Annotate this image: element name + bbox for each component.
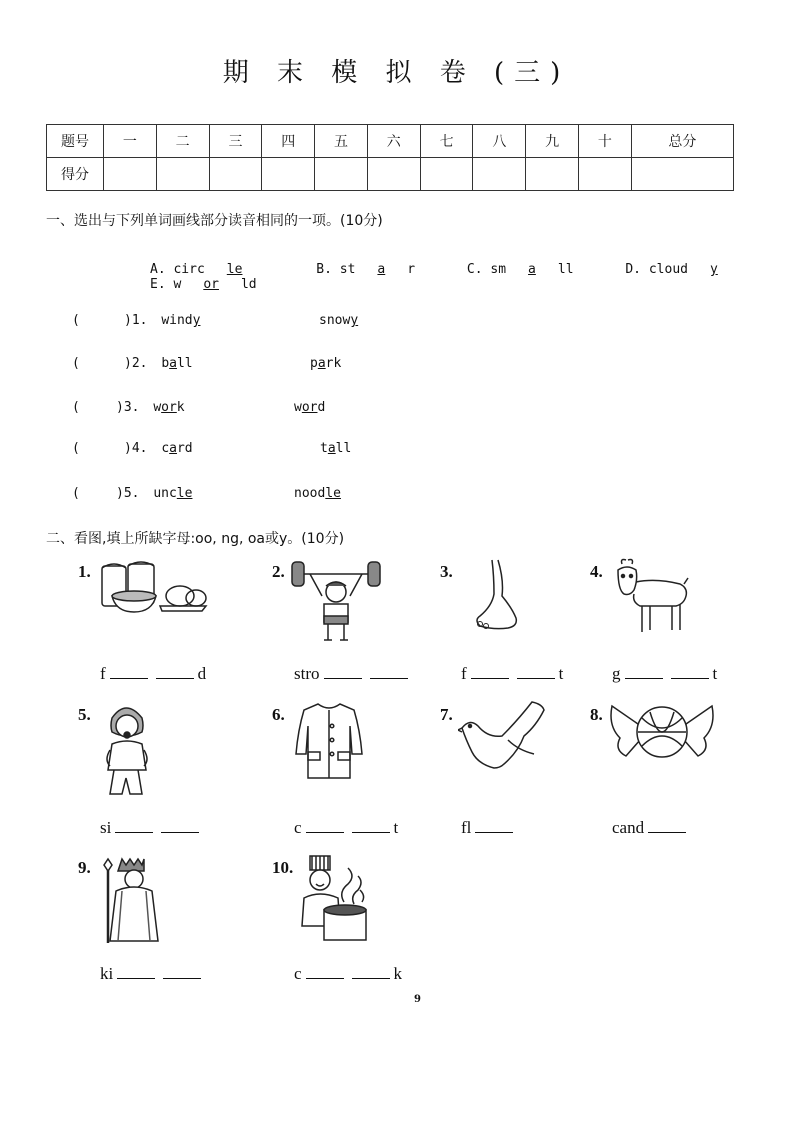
option-text: E. w: [150, 277, 182, 292]
item-number: 5.: [78, 705, 91, 724]
word-2: [310, 356, 341, 371]
item-number: 4.: [590, 562, 603, 581]
fill-item-2: [294, 664, 412, 684]
fill-item-9: [100, 964, 205, 984]
page-number: 9: [414, 994, 421, 1005]
item-number: 3.: [440, 562, 453, 581]
letters: si: [100, 818, 112, 837]
word-text: c: [161, 441, 170, 456]
option-b: [316, 262, 437, 277]
option-text: A. circ: [150, 262, 205, 277]
word-text: rk: [325, 356, 342, 371]
weightlifter-icon: [288, 560, 384, 646]
word-1: [153, 400, 184, 415]
letters: t: [393, 818, 399, 837]
option-d: [625, 262, 761, 277]
word-underlined: a: [169, 441, 177, 456]
option-text: D. cloud: [625, 262, 688, 277]
word-text: w: [153, 400, 162, 415]
option-e: [150, 277, 279, 292]
word-text: nood: [294, 486, 326, 501]
fill-item-7: [461, 818, 517, 838]
score-cell: 一: [104, 125, 157, 158]
score-input-cell[interactable]: [156, 158, 209, 191]
blank-input[interactable]: [115, 818, 153, 833]
blank-input[interactable]: [110, 664, 148, 679]
question-number: )4.: [124, 441, 148, 456]
question-number: )1.: [124, 313, 148, 328]
score-cell: 十: [579, 125, 632, 158]
word-1: [161, 356, 192, 371]
word-1: [153, 486, 192, 501]
option-underlined: a: [528, 262, 536, 277]
score-cell: 得分: [47, 158, 104, 191]
blank-input[interactable]: [156, 664, 194, 679]
letters: t: [558, 664, 564, 683]
food-icon: [98, 558, 210, 616]
word-underlined: y: [350, 313, 359, 328]
item-number: 8.: [590, 705, 603, 724]
question-number: )3.: [116, 400, 140, 415]
letters: c: [294, 818, 302, 837]
word-text: ll: [335, 441, 352, 456]
item-number: 7.: [440, 705, 453, 724]
word-2: [294, 400, 325, 415]
answer-paren[interactable]: (: [72, 356, 80, 371]
letters: fl: [461, 818, 472, 837]
word-underlined: or: [301, 400, 318, 415]
word-underlined: y: [192, 313, 201, 328]
cook-icon: [300, 854, 372, 942]
dove-icon: [458, 700, 550, 772]
score-cell: 七: [420, 125, 473, 158]
score-table-header-row: [47, 125, 734, 158]
score-cell: 五: [315, 125, 368, 158]
letters: t: [712, 664, 718, 683]
candy-icon: [610, 702, 714, 760]
foot-icon: [470, 558, 524, 634]
word-text: k: [176, 400, 185, 415]
answer-paren[interactable]: (: [72, 486, 80, 501]
blank-input[interactable]: [306, 964, 344, 979]
item-number: 10.: [272, 858, 294, 877]
option-text: ll: [557, 262, 574, 277]
word-1: [161, 441, 192, 456]
score-cell: 六: [367, 125, 420, 158]
section2-heading: 二、看图,填上所缺字母:oo, ng, oa或y。(10分): [46, 531, 345, 547]
page-title: 期 末 模 拟 卷 (三): [222, 58, 571, 88]
score-cell: 总分: [631, 125, 733, 158]
option-text: B. st: [316, 262, 356, 277]
section1-heading: 一、选出与下列单词画线部分读音相同的一项。(10分): [46, 213, 383, 229]
score-input-cell[interactable]: [367, 158, 420, 191]
word-underlined: a: [327, 441, 336, 456]
word-underlined: a: [169, 356, 177, 371]
score-cell: 八: [473, 125, 526, 158]
letters: g: [612, 664, 621, 683]
blank-input[interactable]: [324, 664, 362, 679]
letters: cand: [612, 818, 645, 837]
coat-icon: [294, 700, 364, 782]
fill-item-5: [100, 818, 203, 838]
blank-input[interactable]: [370, 664, 408, 679]
question-5: [72, 486, 341, 501]
option-underlined: or: [203, 277, 219, 292]
word-underlined: a: [317, 356, 326, 371]
score-cell: 四: [262, 125, 315, 158]
blank-input[interactable]: [475, 818, 513, 833]
blank-input[interactable]: [306, 818, 344, 833]
letters: k: [393, 964, 403, 983]
score-input-cell[interactable]: [209, 158, 262, 191]
option-text: ld: [240, 277, 257, 292]
option-text: C. sm: [466, 262, 507, 277]
option-a: [150, 262, 286, 277]
fill-item-1: [100, 664, 206, 684]
option-underlined: le: [226, 262, 243, 277]
word-text: b: [161, 356, 170, 371]
score-cell: 九: [526, 125, 579, 158]
blank-input[interactable]: [117, 964, 155, 979]
blank-input[interactable]: [163, 964, 201, 979]
king-icon: [102, 855, 162, 945]
singer-icon: [100, 702, 154, 798]
answer-paren[interactable]: (: [72, 313, 80, 328]
score-input-cell[interactable]: [631, 158, 733, 191]
score-input-cell[interactable]: [262, 158, 315, 191]
word-underlined: or: [161, 400, 177, 415]
score-input-cell[interactable]: [420, 158, 473, 191]
score-input-cell[interactable]: [579, 158, 632, 191]
blank-input[interactable]: [471, 664, 509, 679]
score-cell: 题号: [47, 125, 104, 158]
word-underlined: le: [325, 486, 341, 501]
question-2: [72, 356, 342, 371]
word-text: ll: [176, 356, 193, 371]
option-underlined: a: [377, 262, 386, 277]
score-cell: 二: [156, 125, 209, 158]
score-input-cell[interactable]: [104, 158, 157, 191]
word-1: [161, 313, 200, 328]
letters: f: [100, 664, 106, 683]
letters: d: [197, 664, 207, 683]
blank-input[interactable]: [352, 964, 390, 979]
question-number: )2.: [124, 356, 148, 371]
blank-input[interactable]: [648, 818, 686, 833]
item-number: 1.: [78, 562, 91, 581]
fill-item-10: [294, 964, 402, 984]
word-text: d: [317, 400, 326, 415]
score-input-cell[interactable]: [473, 158, 526, 191]
goat-icon: [610, 558, 690, 638]
question-1: [72, 313, 359, 328]
option-text: r: [407, 262, 416, 277]
score-input-cell[interactable]: [315, 158, 368, 191]
letters: c: [294, 964, 302, 983]
word-text: w: [294, 400, 302, 415]
fill-item-3: [461, 664, 563, 684]
item-number: 2.: [272, 562, 285, 581]
question-4: [72, 441, 352, 456]
option-c: [467, 262, 596, 277]
word-2: [294, 486, 341, 501]
item-number: 6.: [272, 705, 285, 724]
word-text: t: [320, 441, 328, 456]
word-text: snow: [319, 313, 351, 328]
score-table: [46, 124, 734, 191]
blank-input[interactable]: [161, 818, 199, 833]
item-number: 9.: [78, 858, 91, 877]
letters: f: [461, 664, 467, 683]
score-input-cell[interactable]: [526, 158, 579, 191]
fill-item-4: [612, 664, 717, 684]
option-underlined: y: [709, 262, 718, 277]
score-cell: 三: [209, 125, 262, 158]
fill-item-6: [294, 818, 398, 838]
option-list: [150, 262, 793, 292]
score-table-score-row: [47, 158, 734, 191]
word-underlined: le: [176, 486, 193, 501]
fill-item-8: [612, 818, 690, 838]
question-3: [72, 400, 326, 415]
word-text: rd: [176, 441, 193, 456]
word-text: unc: [153, 486, 177, 501]
word-2: [320, 441, 351, 456]
blank-input[interactable]: [671, 664, 709, 679]
letters: stro: [294, 664, 320, 683]
word-text: wind: [161, 313, 193, 328]
blank-input[interactable]: [352, 818, 390, 833]
word-2: [319, 313, 358, 328]
word-text: p: [310, 356, 318, 371]
letters: ki: [100, 964, 114, 983]
blank-input[interactable]: [517, 664, 555, 679]
answer-paren[interactable]: (: [72, 441, 80, 456]
question-number: )5.: [116, 486, 140, 501]
answer-paren[interactable]: (: [72, 400, 80, 415]
blank-input[interactable]: [625, 664, 663, 679]
